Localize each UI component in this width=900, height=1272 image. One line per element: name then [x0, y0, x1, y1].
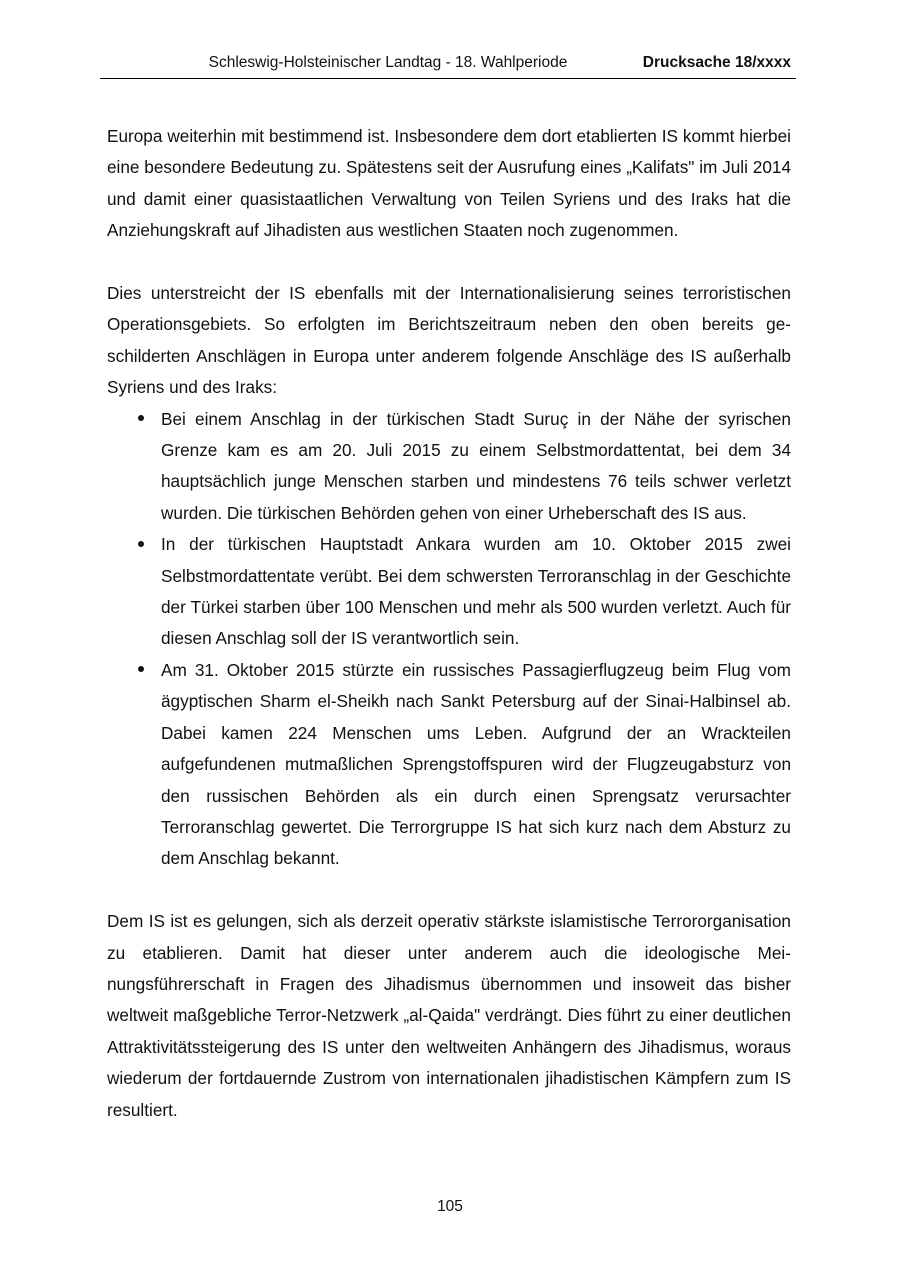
paragraph-spacer [107, 247, 791, 278]
list-item [107, 404, 791, 530]
paragraph-2: Dies unterstreicht der IS ebenfalls mit der Internationalisierung seines terroristischen Operationsgebiets. So erfolgten im Berichtszeitraum neben den oben bereits geschilderten Anschlägen in Europa unter anderem folgende Anschläge des IS außerhalb Syriens und des Iraks: [107, 283, 791, 398]
bullet-icon [134, 655, 148, 686]
paragraph-3: Dem IS ist es gelungen, sich als derzeit operativ stärkste islamistische Terrororganisation zu etablieren. Damit hat dieser unter anderem auch die ideologische Meinungsführerschaft in Fragen des Jihadismus übernommen und insoweit das bisher weltweit maßgebliche Terror-Netzwerk „al-Qaida" verdrängt. Dies führt zu einer deutlichen Attraktivitätssteigerung des IS unter den weltweiten Anhängern des Jihadismus, woraus wiederum der fortdauernde Zustrom von internationalen jihadistischen Kämpfern zum IS resultiert. [107, 911, 791, 1120]
attack-list [107, 404, 791, 875]
document-number: Drucksache 18/xxxx [642, 54, 791, 71]
list-item-text: In der türkischen Hauptstadt Ankara wurden am 10. Oktober 2015 zwei Selbstmordattentate verübt. Bei dem schwersten Terroranschlag in der Geschichte der Türkei starben über 100 Menschen und mehr als 500 wurden verletzt. Auch für diesen Anschlag soll der IS verantwortlich sein. [161, 534, 791, 649]
bullet-icon [134, 529, 148, 560]
list-item [107, 529, 791, 655]
page-header [100, 50, 796, 79]
list-item-text: Am 31. Oktober 2015 stürzte ein russisches Passagierflugzeug beim Flug vom ägyptischen Sharm el-Sheikh nach Sankt Petersburg auf der Sinai-Halbinsel ab. Dabei kamen 224 Menschen ums Leben. Aufgrund der an Wrackteilen aufgefundenen mutmaßlichen Sprengstoffspuren wird der Flugzeugabsturz von den russischen Behörden als ein durch einen Sprengsatz verursachter Terroranschlag gewertet. Die Terrorgruppe IS hat sich kurz nach dem Absturz zu dem Anschlag bekannt. [161, 659, 791, 869]
bullet-icon [134, 404, 148, 435]
header-title: Schleswig-Holsteinischer Landtag - 18. Wahlperiode [208, 54, 568, 71]
page-number: 105 [437, 1198, 463, 1215]
list-item-text: Bei einem Anschlag in der türkischen Stadt Suruç in der Nähe der syrischen Grenze kam es am 20. Juli 2015 zu einem Selbstmordattentat, bei dem 34 hauptsächlich junge Menschen starben und mindestens 76 teils schwer verletzt wurden. Die türkischen Behörden gehen von einer Urheberschaft des IS aus. [161, 408, 791, 523]
document-body [107, 121, 791, 1126]
paragraph-1: Europa weiterhin mit bestimmend ist. Insbesondere dem dort etablierten IS kommt hierbei eine besondere Bedeutung zu. Spätestens seit der Ausrufung eines „Kalifats" im Juli 2014 und damit einer quasistaatlichen Verwaltung von Teilen Syriens und des Iraks hat die Anziehungskraft auf Jihadisten aus westlichen Staaten noch zugenommen. [107, 126, 791, 241]
paragraph-spacer [107, 875, 791, 906]
list-item [107, 655, 791, 875]
